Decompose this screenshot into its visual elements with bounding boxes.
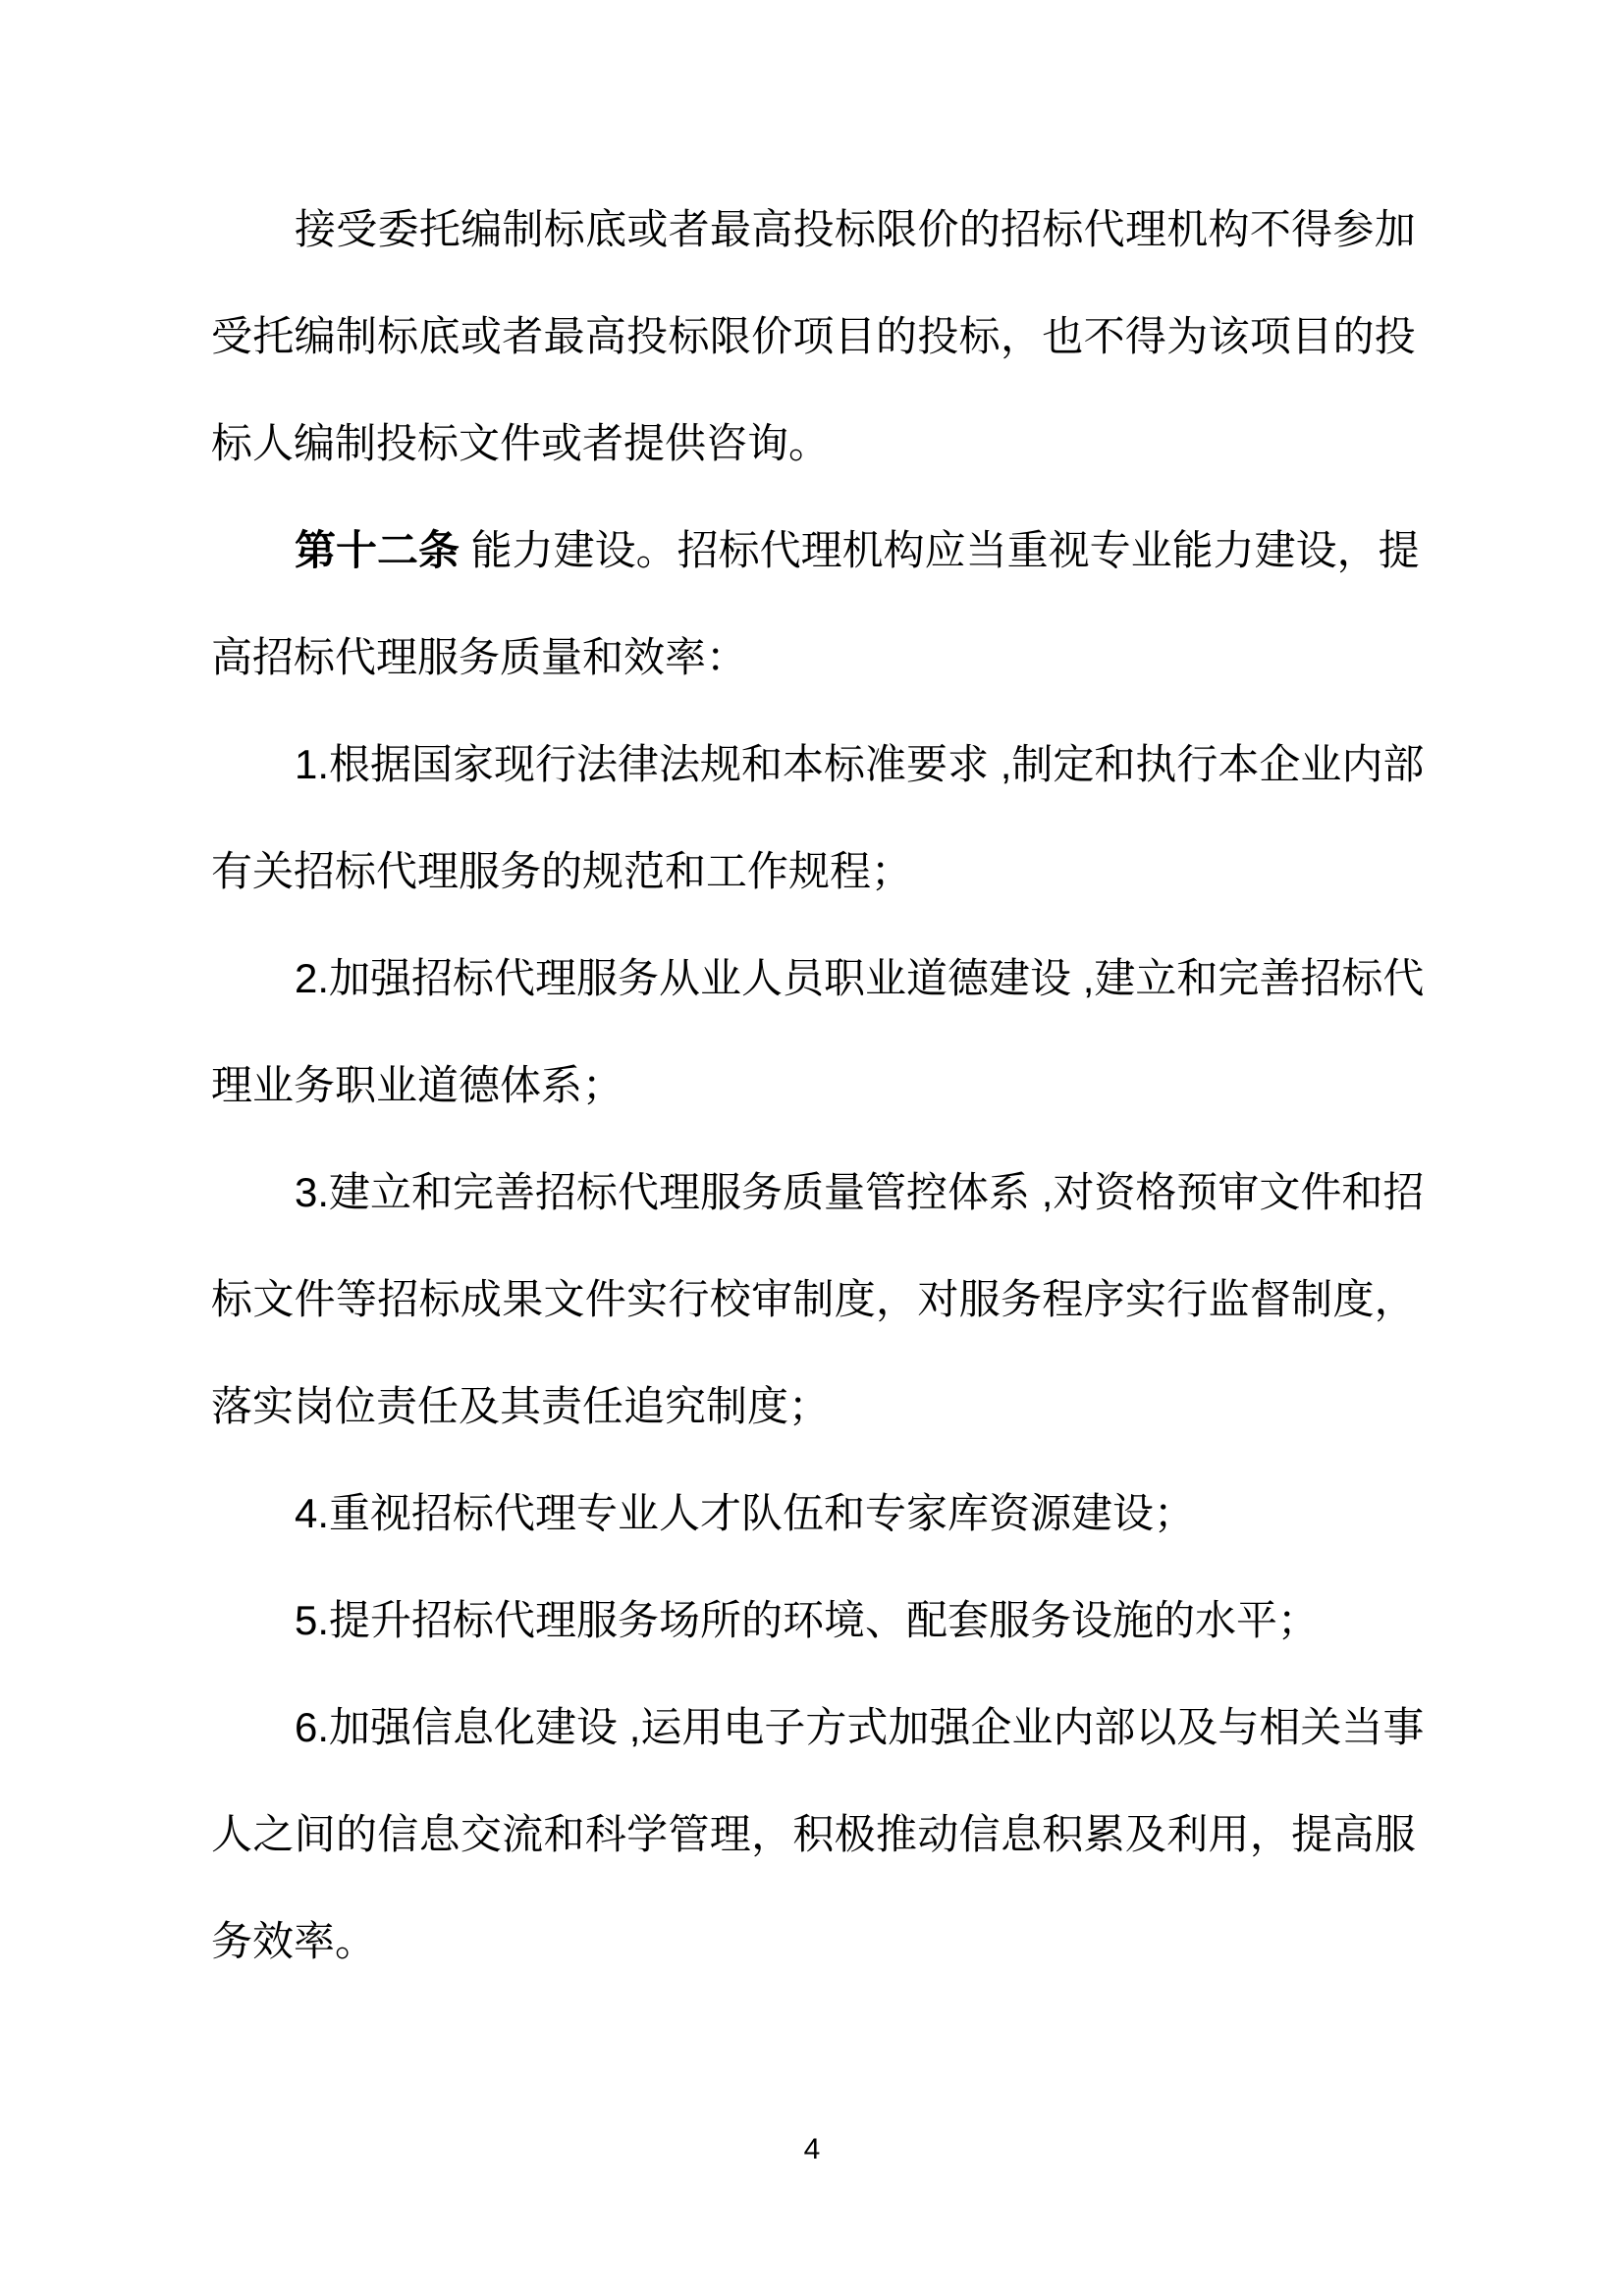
text-line xyxy=(211,1460,1416,1567)
text-segment: 理业务职业道德体系； xyxy=(211,1062,624,1108)
text-line: 1 . 根 据 国 家 现 行 法 律 法 规 和 本 标 准 要 求 , 制 定 和 执 行 本 企 业 内 部 xyxy=(295,741,1425,787)
text-segment: 务效率。 xyxy=(211,1918,377,1964)
text-line: 3 . 建 立 和 完 善 招 标 代 理 服 务 质 量 管 控 体 系 , 对 资 格 预 审 文 件 和 招 xyxy=(295,1169,1425,1215)
text-line: 人 之 间 的 信 息 交 流 和 科 学 管 理 ， 积 极 推 动 信 息 积 累 及 利 用 ， 提 高 服 xyxy=(211,1811,1416,1857)
text-line: 标 文 件 等 招 标 成 果 文 件 实 行 校 审 制 度 ， 对 服 务 程 序 实 行 监 督 制 度 ， xyxy=(211,1276,1416,1322)
text-segment: 有关招标代理服务的规范和工作规程； xyxy=(211,848,913,894)
text-line xyxy=(211,818,1416,925)
document-body-text xyxy=(211,176,1425,1995)
text-segment: 高招标代理服务质量和效率： xyxy=(211,634,748,680)
text-line: 2 . 加 强 招 标 代 理 服 务 从 业 人 员 职 业 道 德 建 设 , 建 立 和 完 善 招 标 代 xyxy=(295,955,1425,1001)
text-line xyxy=(211,604,1416,711)
page-number: 4 xyxy=(803,2133,821,2165)
text-line xyxy=(211,390,1416,497)
text-segment: 标人编制投标文件或者提供咨询。 xyxy=(211,420,831,466)
text-line: 6 . 加 强 信 息 化 建 设 , 运 用 电 子 方 式 加 强 企 业 内 部 以 及 与 相 关 当 事 xyxy=(295,1704,1425,1750)
text-segment: 5.提升招标代理服务场所的环境、配套服务设施的水平； xyxy=(295,1597,1320,1643)
text-line: 受 托 编 制 标 底 或 者 最 高 投 标 限 价 项 目 的 投 标 ， 也 不 得 为 该 项 目 的 投 xyxy=(211,313,1416,359)
text-line: 接 受 委 托 编 制 标 底 或 者 最 高 投 标 限 价 的 招 标 代 理 机 构 不 得 参 加 xyxy=(295,206,1416,252)
text-segment: 4.重视招标代理专业人才队伍和专家库资源建设； xyxy=(295,1490,1196,1536)
text-line: 第 十 二 条 能 力 建 设 。 招 标 代 理 机 构 应 当 重 视 专 业 能 力 建 设 ， 提 xyxy=(295,527,1420,573)
text-line xyxy=(211,1567,1416,1674)
text-segment: 落实岗位责任及其责任追究制度； xyxy=(211,1383,831,1429)
text-line xyxy=(211,1353,1416,1460)
text-line xyxy=(211,1888,1416,1995)
text-line xyxy=(211,1032,1416,1139)
